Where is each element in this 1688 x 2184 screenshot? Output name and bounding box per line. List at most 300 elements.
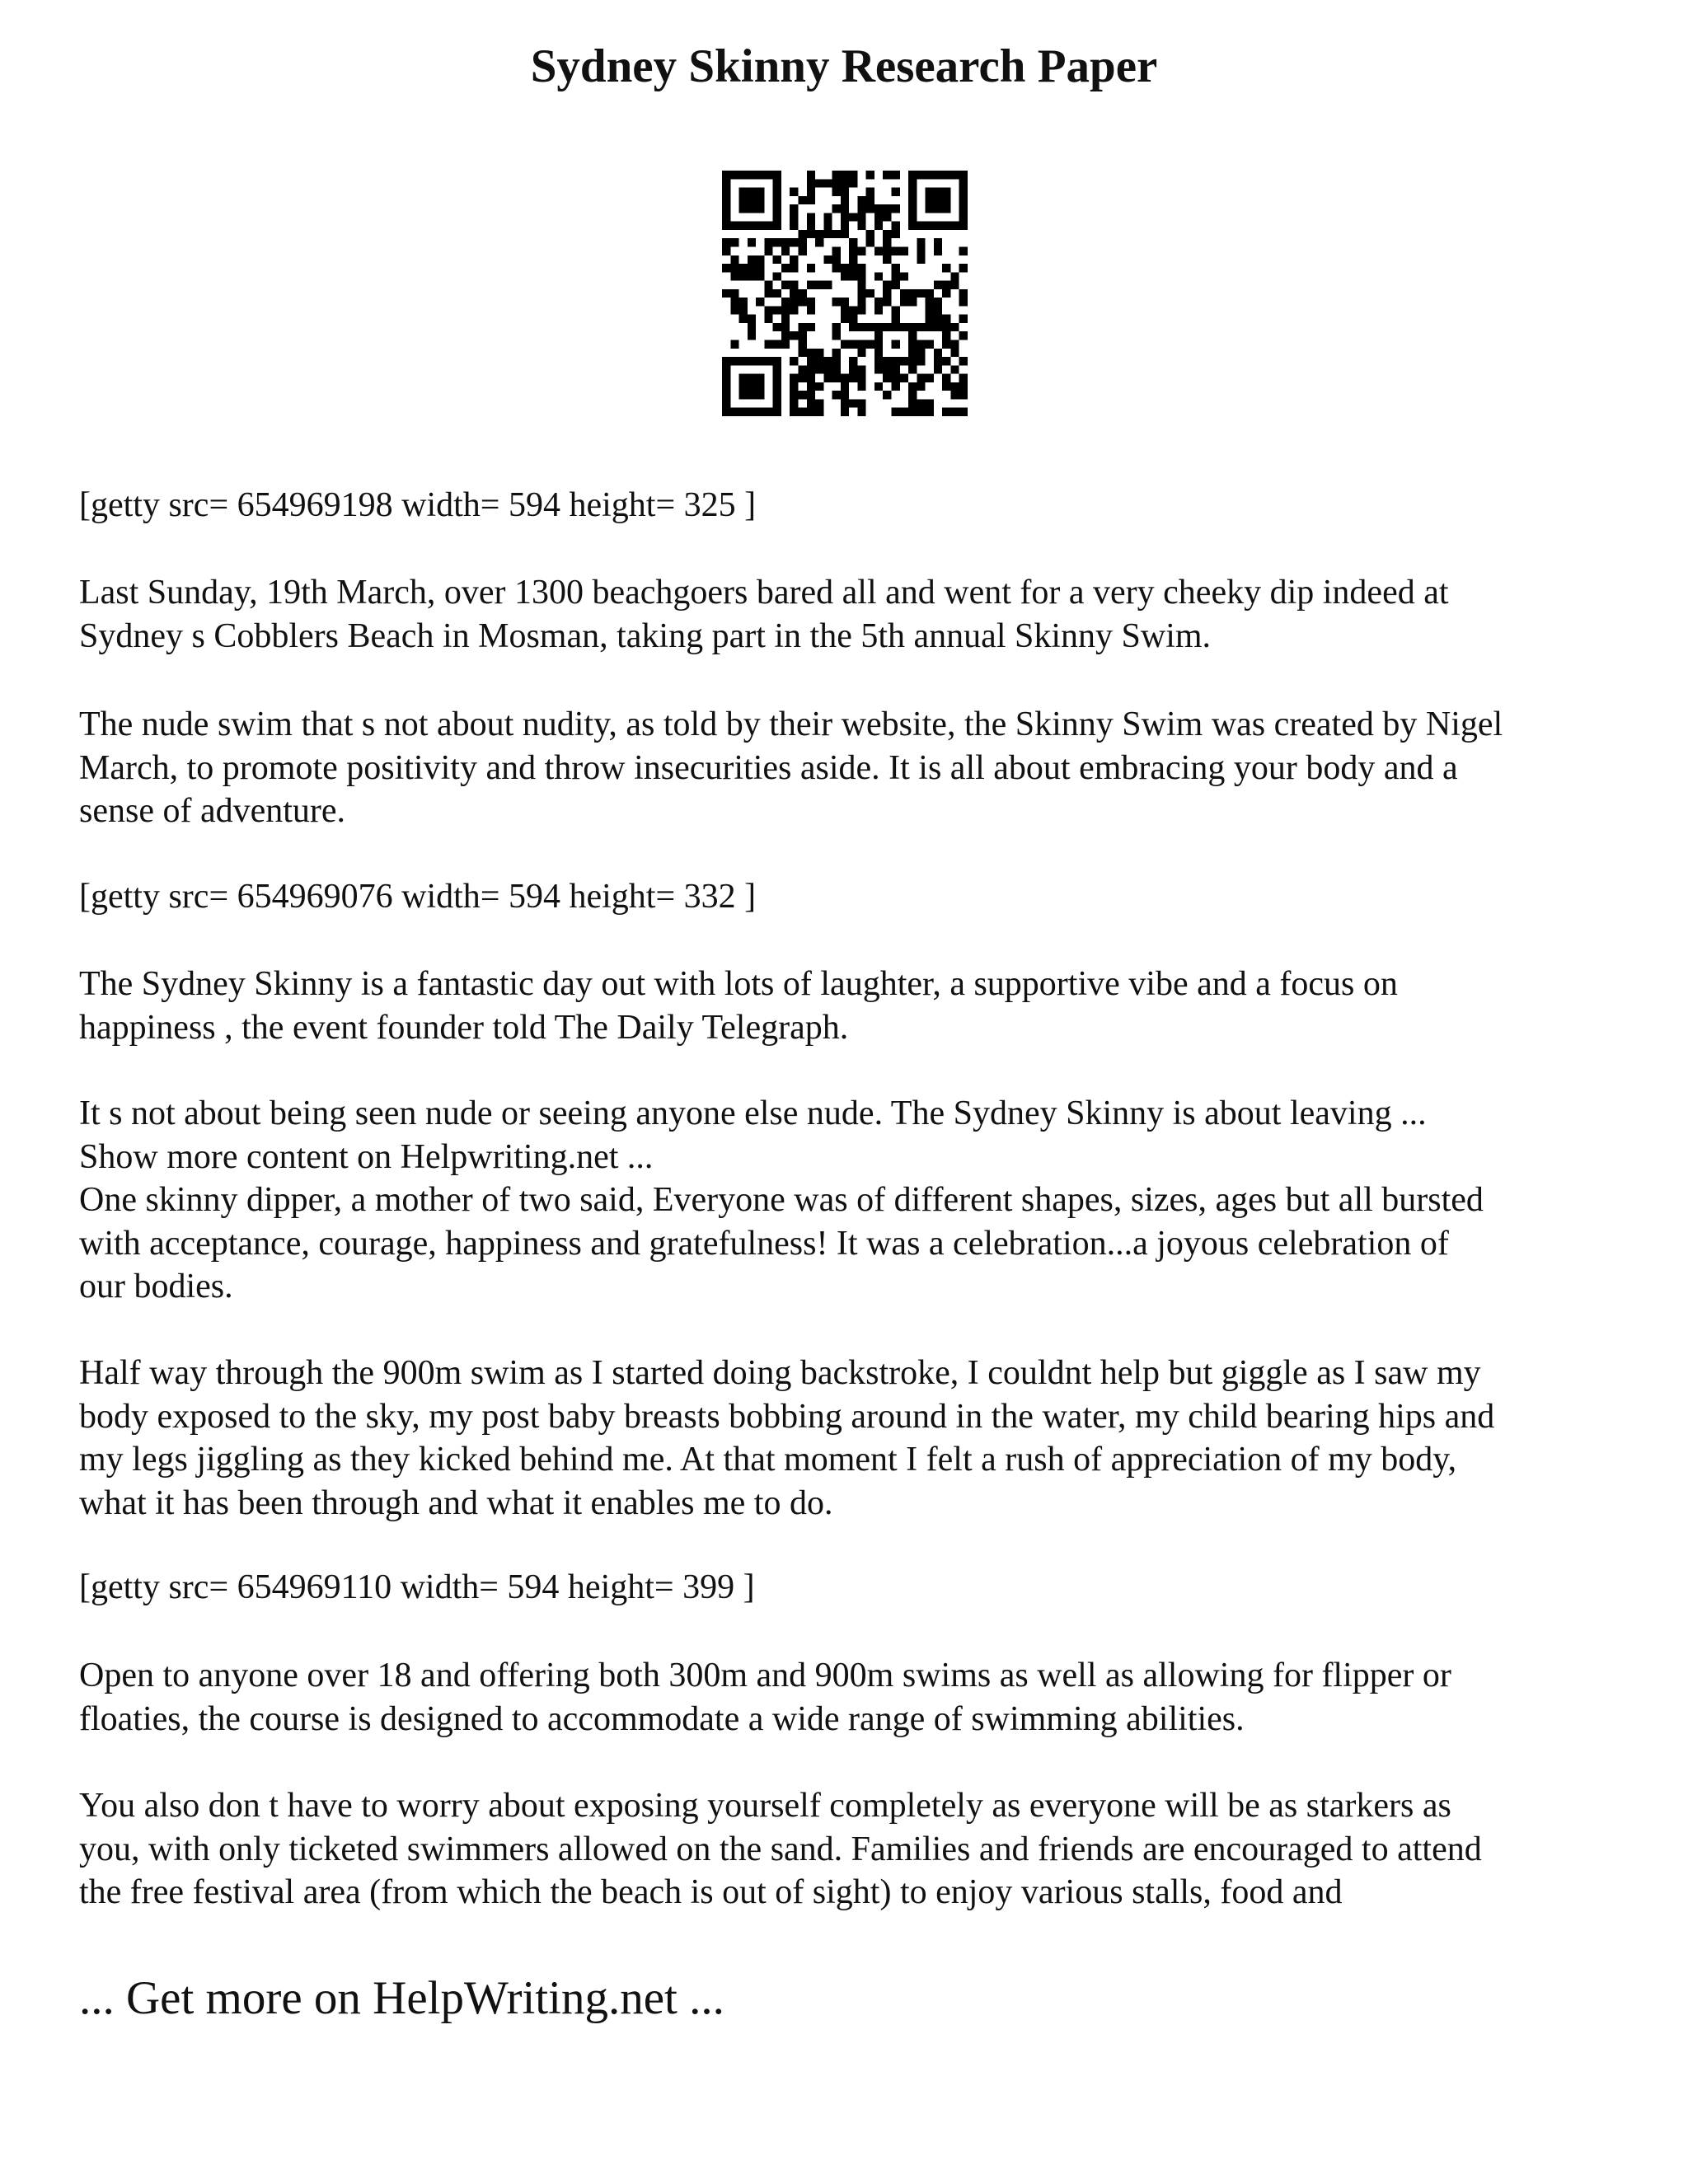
qr-module [883,171,891,179]
qr-module [832,246,841,255]
qr-module [934,204,942,213]
qr-module [866,188,874,196]
qr-module [841,408,849,416]
paragraph-getty-embed-1 [79,484,1620,527]
qr-module [832,365,841,373]
qr-module [857,204,865,213]
qr-module [722,399,730,407]
qr-module [764,171,772,179]
qr-module [917,374,925,382]
qr-module [807,188,815,196]
qr-module [950,340,959,349]
text-line: body exposed to the sky, my post baby breasts bobbing around in the water, my child bearing hips and [79,1397,1495,1436]
text-line: The nude swim that s not about nudity, as told by their website, the Skinny Swim was created by Nigel [79,705,1503,743]
qr-module [908,213,917,221]
qr-module [790,289,798,298]
qr-module [841,264,849,272]
qr-module [857,272,865,280]
qr-module [908,188,917,196]
qr-module [798,408,806,416]
qr-module [722,365,730,373]
qr-module [739,264,748,272]
qr-module [892,306,900,314]
qr-module [959,222,968,230]
paragraph-open-to-anyone [79,1654,1620,1741]
qr-module [857,399,865,407]
qr-module [959,408,968,416]
qr-module [764,238,772,246]
qr-module [764,315,772,323]
qr-module [849,374,857,382]
qr-module [874,331,883,340]
qr-module [823,222,832,230]
qr-module [950,349,959,357]
qr-module [874,204,883,213]
qr-module [926,408,934,416]
qr-module [857,408,865,416]
qr-module [739,298,748,306]
qr-module [892,188,900,196]
qr-module [739,306,748,314]
qr-module [781,331,790,340]
qr-module [773,204,781,213]
qr-module [773,213,781,221]
qr-module [739,391,748,399]
qr-module [815,357,823,365]
qr-module [807,222,815,230]
qr-module [832,298,841,306]
qr-module [857,264,865,272]
text-line: It s not about being seen nude or seeing anyone else nude. The Sydney Skinny is about leaving ... [79,1094,1427,1132]
qr-module [959,289,968,298]
qr-module [773,391,781,399]
qr-module [866,323,874,331]
qr-module [730,272,738,280]
qr-module [823,357,832,365]
qr-module [942,340,950,349]
qr-module [781,238,790,246]
qr-module [790,238,798,246]
qr-module [773,188,781,196]
qr-module [942,323,950,331]
qr-module [841,222,849,230]
qr-module [908,222,917,230]
paragraph-nude-swim [79,703,1620,833]
qr-module [883,213,891,221]
qr-module [959,204,968,213]
qr-module [807,171,815,179]
qr-module [849,246,857,255]
qr-module [917,357,925,365]
qr-module [934,196,942,204]
qr-module [908,331,917,340]
qr-module [934,323,942,331]
qr-module [926,204,934,213]
qr-module [807,399,815,407]
qr-module [730,298,738,306]
qr-module [832,204,841,213]
qr-module [815,399,823,407]
qr-module [781,264,790,272]
qr-module [748,255,756,264]
qr-module [849,399,857,407]
qr-module [874,349,883,357]
qr-module [730,357,738,365]
qr-module [823,230,832,238]
qr-module [832,171,841,179]
qr-module [790,357,798,365]
qr-module [950,323,959,331]
qr-module [917,246,925,255]
qr-module [722,213,730,221]
text-line: Sydney s Cobblers Beach in Mosman, taking part in the 5th annual Skinny Swim. [79,616,1212,655]
qr-module [917,222,925,230]
qr-module [942,315,950,323]
qr-module [722,196,730,204]
qr-module [730,306,738,314]
qr-module [748,204,756,213]
qr-module [959,357,968,365]
qr-module [756,272,764,280]
text-line: what it has been through and what it enables me to do. [79,1483,833,1522]
qr-module [807,365,815,373]
qr-module [849,213,857,221]
qr-module [764,246,772,255]
qr-module [849,255,857,264]
qr-module [748,408,756,416]
qr-module [874,246,883,255]
qr-module [798,331,806,340]
qr-module [798,289,806,298]
qr-module [756,357,764,365]
qr-module [908,204,917,213]
qr-module [756,196,764,204]
qr-module [832,331,841,340]
qr-module [917,171,925,179]
qr-module [790,382,798,391]
qr-module [908,365,917,373]
qr-module [748,374,756,382]
qr-module [900,246,908,255]
qr-module [790,391,798,399]
qr-module [773,179,781,187]
qr-module [773,196,781,204]
qr-module [908,399,917,407]
qr-module [942,281,950,289]
qr-module [739,272,748,280]
qr-module [934,222,942,230]
qr-module [832,349,841,357]
qr-module [926,289,934,298]
text-line: our bodies. [79,1268,233,1305]
qr-module [883,365,891,373]
qr-module [773,171,781,179]
qr-module [764,289,772,298]
qr-module [756,255,764,264]
qr-module [722,264,730,272]
qr-module [773,374,781,382]
qr-module [773,222,781,230]
qr-module [883,289,891,298]
qr-module [781,323,790,331]
qr-module [790,408,798,416]
qr-module [748,357,756,365]
qr-module [722,222,730,230]
qr-module [883,230,891,238]
qr-module [841,298,849,306]
qr-module [841,213,849,221]
qr-module [773,357,781,365]
text-line: sense of adventure. [79,792,346,830]
qr-module [892,272,900,280]
qr-module [748,238,756,246]
qr-module [790,222,798,230]
qr-module [908,391,917,399]
qr-module [942,204,950,213]
text-line: with acceptance, courage, happiness and gratefulness! It was a celebration...a joyous celebration of [79,1224,1449,1263]
qr-module [959,382,968,391]
qr-module [756,374,764,382]
qr-module [849,340,857,349]
qr-module [934,349,942,357]
qr-module [841,204,849,213]
qr-module [908,179,917,187]
qr-module [807,179,815,187]
qr-module [790,399,798,407]
qr-module [748,391,756,399]
qr-module [722,374,730,382]
qr-module [892,246,900,255]
qr-module [739,204,748,213]
qr-module [883,238,891,246]
qr-module [942,374,950,382]
qr-module [841,272,849,280]
qr-module [934,298,942,306]
text-line: One skinny dipper, a mother of two said, Everyone was of different shapes, sizes, ages but all bursted [79,1181,1484,1219]
qr-module [917,255,925,264]
qr-module [730,222,738,230]
qr-module [883,374,891,382]
qr-module [790,331,798,340]
text-line: [getty src= 654969110 width= 594 height= 399 ] [79,1568,755,1606]
qr-module [730,340,738,349]
text-line: my legs jiggling as they kicked behind me. At that moment I felt a rush of appreciation of my body, [79,1441,1457,1479]
qr-module [892,315,900,323]
qr-module [892,204,900,213]
qr-module [866,340,874,349]
qr-module [942,196,950,204]
qr-module [959,171,968,179]
text-line: the free festival area (from which the beach is out of sight) to enjoy various stalls, food and [79,1873,1343,1911]
qr-module [815,382,823,391]
qr-module [841,171,849,179]
qr-module [900,323,908,331]
qr-module [892,171,900,179]
qr-module [807,230,815,238]
qr-module [798,246,806,255]
qr-module [841,391,849,399]
qr-module [892,230,900,238]
qr-module [883,255,891,264]
qr-module [730,289,738,298]
qr-module [798,230,806,238]
qr-module [722,408,730,416]
qr-module [866,171,874,179]
qr-module [815,365,823,373]
qr-module [959,179,968,187]
qr-module [832,179,841,187]
qr-module [773,272,781,280]
qr-module [773,323,781,331]
qr-module [874,340,883,349]
qr-module [908,357,917,365]
qr-module [756,222,764,230]
qr-module [781,306,790,314]
qr-module [950,391,959,399]
qr-module [892,281,900,289]
qr-module [773,365,781,373]
qr-module [739,357,748,365]
qr-module [959,298,968,306]
qr-module [908,349,917,357]
qr-module [917,408,925,416]
qr-module [950,272,959,280]
qr-module [807,306,815,314]
qr-module [823,213,832,221]
qr-module [748,196,756,204]
qr-module [790,213,798,221]
qr-module [790,298,798,306]
qr-module [917,349,925,357]
qr-module [832,264,841,272]
qr-module [756,298,764,306]
qr-module [874,213,883,221]
qr-module [722,357,730,365]
qr-module [807,264,815,272]
qr-module [807,323,815,331]
qr-module [959,391,968,399]
qr-module [832,230,841,238]
qr-module [892,264,900,272]
qr-module [866,230,874,238]
qr-module [857,365,865,373]
qr-module [917,340,925,349]
text-line: happiness , the event founder told The Daily Telegraph. [79,1008,849,1047]
qr-module [739,374,748,382]
qr-module [773,399,781,407]
qr-module [926,222,934,230]
qr-module [849,357,857,365]
qr-module [798,196,806,204]
qr-module [756,204,764,213]
qr-module [815,281,823,289]
qr-module [798,238,806,246]
qr-module [823,365,832,373]
qr-module [926,298,934,306]
qr-module [748,222,756,230]
qr-module [730,171,738,179]
qr-module [934,171,942,179]
qr-module [892,357,900,365]
text-line: Last Sunday, 19th March, over 1300 beachgoers bared all and went for a very cheeky dip indeed at [79,574,1449,612]
qr-module [823,179,832,187]
qr-module [781,298,790,306]
qr-module [798,391,806,399]
qr-module [942,357,950,365]
paragraph-families [79,1784,1620,1915]
qr-module [857,323,865,331]
get-more-link[interactable]: ... Get more on HelpWriting.net ... [79,1972,724,2024]
qr-module [874,323,883,331]
text-line: you, with only ticketed swimmers allowed on the sand. Families and friends are encouraged to attend [79,1830,1482,1868]
qr-module [790,188,798,196]
qr-module [959,188,968,196]
qr-module [722,391,730,399]
qr-module [790,204,798,213]
qr-module [950,281,959,289]
qr-module [807,408,815,416]
qr-module [908,340,917,349]
qr-module [942,289,950,298]
qr-module [773,340,781,349]
qr-module [841,374,849,382]
qr-module [892,374,900,382]
qr-module [857,306,865,314]
qr-module [892,382,900,391]
qr-module [815,349,823,357]
qr-module [823,374,832,382]
qr-module [849,179,857,187]
paragraph-backstroke [79,1352,1620,1525]
qr-module [866,196,874,204]
qr-module [926,306,934,314]
qr-module [926,188,934,196]
qr-module [934,281,942,289]
qr-module [883,357,891,365]
qr-module [764,222,772,230]
qr-module [722,289,730,298]
qr-module [857,281,865,289]
qr-code-graphic [722,171,968,416]
qr-module [773,306,781,314]
qr-module [849,171,857,179]
qr-module [781,315,790,323]
qr-module [883,204,891,213]
qr-module [917,289,925,298]
qr-module [926,374,934,382]
qr-module [857,298,865,306]
qr-module [807,357,815,365]
qr-module [883,246,891,255]
qr-module [773,289,781,298]
qr-module [908,382,917,391]
qr-module [832,188,841,196]
qr-module [874,272,883,280]
qr-module [798,323,806,331]
qr-module [934,246,942,255]
qr-module [892,222,900,230]
text-line: Half way through the 900m swim as I started doing backstroke, I couldnt help but giggle as I saw my [79,1354,1481,1392]
qr-module [900,408,908,416]
qr-module [781,340,790,349]
paragraph-founder-quote [79,963,1620,1049]
qr-module [874,306,883,314]
qr-module [807,196,815,204]
text-line: [getty src= 654969076 width= 594 height= 332 ] [79,878,757,916]
qr-module [790,281,798,289]
qr-module [730,255,738,264]
qr-module [841,196,849,204]
